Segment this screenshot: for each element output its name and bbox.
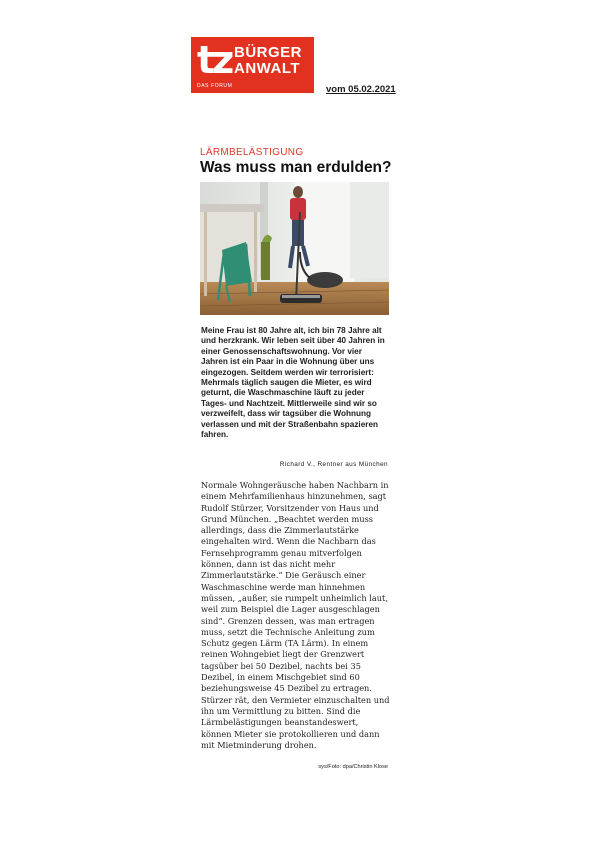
letter-signature: Richard V., Rentner aus München xyxy=(279,461,388,468)
article-photo xyxy=(200,182,389,315)
article-headline: Was muss man erdulden? xyxy=(200,159,392,176)
article-kicker: LÄRMBELÄSTIGUNG xyxy=(200,147,304,158)
tz-buerger-anwalt-logo xyxy=(191,37,314,93)
logo-mark: tz xyxy=(197,38,232,82)
logo-line-2: ANWALT xyxy=(234,60,301,77)
publication-date: vom 05.02.2021 xyxy=(326,84,396,95)
logo-line-3: DAS FORUM xyxy=(197,83,233,89)
article-body: Normale Wohngeräusche haben Nachbarn in einem Mehrfamilienhaus hinzunehmen, sagt Rudolf Stürzer, Vorsitzender von Haus und Grund München. „Beachtet werden muss allerdings, dass die Zimmerlautstärke eingehalten wird. Wenn die Nachbarn das Fernsehprogramm genau mitverfolgen können, dann ist das nicht mehr Zimmerlautstärke.“ Die Geräusch einer Waschmaschine werde man hinnehmen müssen, „außer, sie rumpelt unheimlich laut, weil zum Beispiel die Lager ausgeschlagen sind“. Grenzen dessen, was man ertragen muss, setzt die Technische Anleitung zum Schutz gegen Lärm (TA Lärm). In einem reinen Wohngebiet liegt der Grenzwert tagsüber bei 50 Dezibel, nachts bei 35 Dezibel, in einem Mischgebiet sind 60 beziehungsweise 45 Dezibel zu ertragen. Stürzer rät, den Vermieter einzuschalten und ihn um Vermittlung zu bitten. Sind die Lärmbelästigungen beanstandeswert, können Mieter sie protokollieren und dann mit Mietminderung drohen. xyxy=(201,480,390,750)
logo-line-1: BÜRGER xyxy=(234,44,303,61)
photo-credit: sys/Foto: dpa/Christin Klose xyxy=(318,764,388,770)
reader-letter: Meine Frau ist 80 Jahre alt, ich bin 78 Jahre alt und herzkrank. Wir leben seit über 40 Jahren in einer Genossenschaftswohnung. Vor vier Jahren ist ein Paar in die Wohnung über uns eingezogen. Seitdem werden wir terrorisiert: Mehrmals täglich saugen die Mieter, es wird geturnt, die Waschmaschine läuft zu jeder Tages- und Nachtzeit. Mittlerweile sind wir so verzweifelt, dass wir tagsüber die Wohnung verlassen und mit der Straßenbahn spazieren fahren. xyxy=(201,326,385,440)
